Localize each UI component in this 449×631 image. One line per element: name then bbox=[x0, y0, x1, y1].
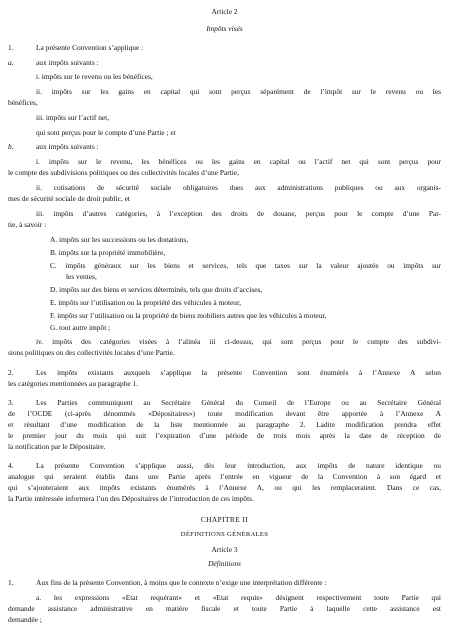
article-3-paragraph-1-intro: Aux fins de la présente Convention, à moins que le contexte n’exige une interprétation différente : bbox=[36, 578, 327, 587]
paragraph-2-line2: les catégories mentionnées au paragraphe 1. bbox=[8, 379, 139, 388]
item-b-i-line2: le compte des subdivisions politiques ou des collectivités locales d’une Partie, bbox=[8, 168, 239, 177]
item-b-iv-line2: sions politiques ou des collectivités locales d’une Partie. bbox=[8, 348, 175, 357]
item-a-text: aux impôts suivants : bbox=[36, 58, 99, 67]
paragraph-3-line5: la notification par le Dépositaire. bbox=[8, 442, 106, 451]
item-a-label: a. bbox=[8, 58, 14, 67]
article-2-subtitle: Impôts visés bbox=[206, 24, 243, 33]
paragraph-4-line2: analogue qui seraient établis dans une Partie après l’entrée en vigueur de la Convention à son égard et bbox=[8, 472, 441, 481]
item-a-iii: iii. impôts sur l’actif net, bbox=[36, 113, 110, 122]
category-B: B. impôts sur la propriété immobilière, bbox=[50, 248, 166, 257]
item-a-ii-line2: bénéfices, bbox=[8, 98, 38, 107]
chapter-2-heading: CHAPITRE II bbox=[200, 515, 249, 524]
category-G: G. tout autre impôt ; bbox=[50, 323, 111, 332]
chapter-2-subtitle: DÉFINITIONS GÉNÉRALES bbox=[180, 531, 269, 538]
item-b-text: aux impôts suivants : bbox=[36, 142, 99, 151]
category-E: E. impôts sur l’utilisation ou la propriété des véhicules à moteur, bbox=[50, 298, 241, 307]
item-b-i-line1: i. impôts sur le revenu, les bénéfices ou les gains en capital ou l’actif net qui sont perçus pour bbox=[36, 157, 441, 166]
paragraph-4-line4: la Partie intéressée informera l’un des Dépositaires de l’introduction de ces impôts. bbox=[8, 494, 254, 503]
category-F: F. impôts sur l’utilisation ou la propriété de biens mobiliers autres que les véhicules à moteur, bbox=[50, 311, 327, 320]
category-A: A. impôts sur les successions ou les donations, bbox=[50, 235, 189, 244]
category-C-line1: C. impôts généraux sur les biens et services, tels que taxes sur la valeur ajoutée ou impôts sur bbox=[50, 261, 441, 270]
item-b-ii-line2: mes de sécurité sociale de droit public, et bbox=[8, 194, 130, 203]
article-3-heading: Article 3 bbox=[211, 545, 238, 554]
paragraph-3-line2: de l’OCDE (ci-après dénommés «Dépositaires») toute modification devant être apportée à l’Annexe A bbox=[8, 409, 441, 418]
article-3-item-a-line2: demande assistance administrative en matière fiscale et toute Partie à laquelle cette assistance est bbox=[8, 604, 441, 613]
article-3-paragraph-1-number: 1. bbox=[8, 578, 14, 587]
item-a-ii-line1: ii. impôts sur les gains en capital qui sont perçus séparément de l’impôt sur le revenu ou les bbox=[36, 87, 441, 96]
item-b-label: b. bbox=[8, 142, 14, 151]
paragraph-3-line1: Les Parties communiquent au Secrétaire Général du Conseil de l’Europe ou au Secrétaire Général bbox=[36, 398, 441, 407]
paragraph-3-line4: le premier jour du mois qui suit l’expiration d’une période de trois mois après la date de réception de bbox=[8, 431, 441, 440]
paragraph-4-line1: La présente Convention s’applique aussi, dès leur introduction, aux impôts de nature identique ou bbox=[36, 461, 441, 470]
paragraph-3-number: 3. bbox=[8, 398, 14, 407]
article-2-heading: Article 2 bbox=[211, 7, 238, 16]
article-3-item-a-line1: a. les expressions «Etat requérant» et «Etat requis» désignent respectivement toute Partie qui bbox=[36, 593, 441, 602]
paragraph-2-line1: Les impôts existants auxquels s’applique la présente Convention sont énumérés à l’Annexe A selon bbox=[36, 368, 441, 377]
category-D: D. impôts sur des biens et services déterminés, tels que droits d’accises, bbox=[50, 285, 263, 294]
article-3-subtitle: Définitions bbox=[208, 559, 241, 568]
item-a-tail: qui sont perçus pour le compte d’une Partie ; et bbox=[36, 128, 176, 137]
paragraph-1-number: 1. bbox=[8, 43, 14, 52]
paragraph-4-line3: qui s’ajouteraient aux impôts existants énumérés à l’Annexe A, ou qui les remplaceraient. Dans ce cas, bbox=[8, 483, 441, 492]
item-b-ii-line1: ii. cotisations de sécurité sociale obligatoires dues aux administrations publiques ou aux organis- bbox=[36, 183, 441, 192]
item-b-iv-line1: iv. impôts des catégories visées à l’alinéa iii ci-dessus, qui sont perçus pour le compte des subdivi- bbox=[36, 337, 441, 346]
paragraph-1-intro: La présente Convention s’applique : bbox=[36, 43, 144, 52]
item-a-i: i. impôts sur le revenu ou les bénéfices, bbox=[36, 72, 153, 81]
item-b-iii-line1: iii. impôts d’autres catégories, à l’exception des droits de douane, perçus pour le compte d’une Par- bbox=[36, 209, 441, 218]
category-C-line2: les ventes, bbox=[66, 272, 97, 281]
paragraph-4-number: 4. bbox=[8, 461, 14, 470]
paragraph-2-number: 2. bbox=[8, 368, 14, 377]
paragraph-3-line3: et résultant d’une modification de la liste mentionnée au paragraphe 2. Ladite modification prendra effet bbox=[8, 420, 441, 429]
article-3-item-a-line3: demandée ; bbox=[8, 615, 42, 624]
item-b-iii-line2: tie, à savoir : bbox=[8, 220, 47, 229]
